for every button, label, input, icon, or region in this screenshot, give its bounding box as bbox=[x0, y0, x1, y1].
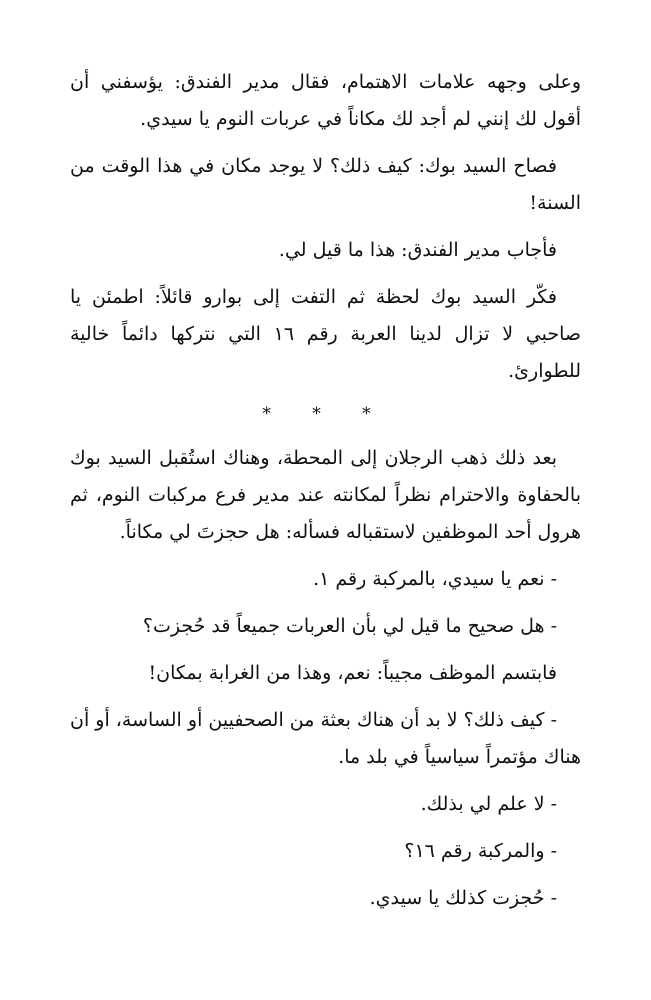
dialogue-line-5: - والمركبة رقم ١٦؟ bbox=[404, 840, 557, 862]
paragraph-4: فكّر السيد بوك لحظة ثم التفت إلى بوارو قائلاً: اطمئن يا صاحبي لا تزال لدينا العربة رقم ١٦ التي نتركها دائماً خالية للطوارئ. bbox=[70, 286, 581, 382]
paragraph-6: فابتسم الموظف مجيباً: نعم، وهذا من الغرابة بمكان! bbox=[148, 662, 557, 684]
paragraph-2: فصاح السيد بوك: كيف ذلك؟ لا يوجد مكان في هذا الوقت من السنة! bbox=[70, 155, 581, 214]
dialogue-line-4: - لا علم لي بذلك. bbox=[420, 793, 557, 815]
dialogue-line-6: - حُجزت كذلك يا سيدي. bbox=[369, 887, 557, 909]
section-separator: * * * bbox=[262, 404, 389, 424]
paragraph-3: فأجاب مدير الفندق: هذا ما قيل لي. bbox=[278, 239, 557, 261]
paragraph-1: وعلى وجهه علامات الاهتمام، فقال مدير الفندق: يؤسفني أن أقول لك إنني لم أجد لك مكاناً في عربات النوم يا سيدي. bbox=[70, 71, 581, 130]
dialogue-line-3: - كيف ذلك؟ لا بد أن هناك بعثة من الصحفيين أو الساسة، أو أن هناك مؤتمراً سياسياً في بلد ما. bbox=[70, 709, 581, 768]
dialogue-line-2: - هل صحيح ما قيل لي بأن العربات جميعاً قد حُجزت؟ bbox=[142, 615, 557, 637]
dialogue-line-1: - نعم يا سيدي، بالمركبة رقم ١. bbox=[313, 568, 557, 590]
paragraph-5: بعد ذلك ذهب الرجلان إلى المحطة، وهناك استُقبل السيد بوك بالحفاوة والاحترام نظراً لمكانته عند مدير فرع مركبات النوم، ثم هرول أحد الموظفين لاستقباله فسأله: هل حجزتَ لي مكاناً. bbox=[70, 447, 581, 543]
